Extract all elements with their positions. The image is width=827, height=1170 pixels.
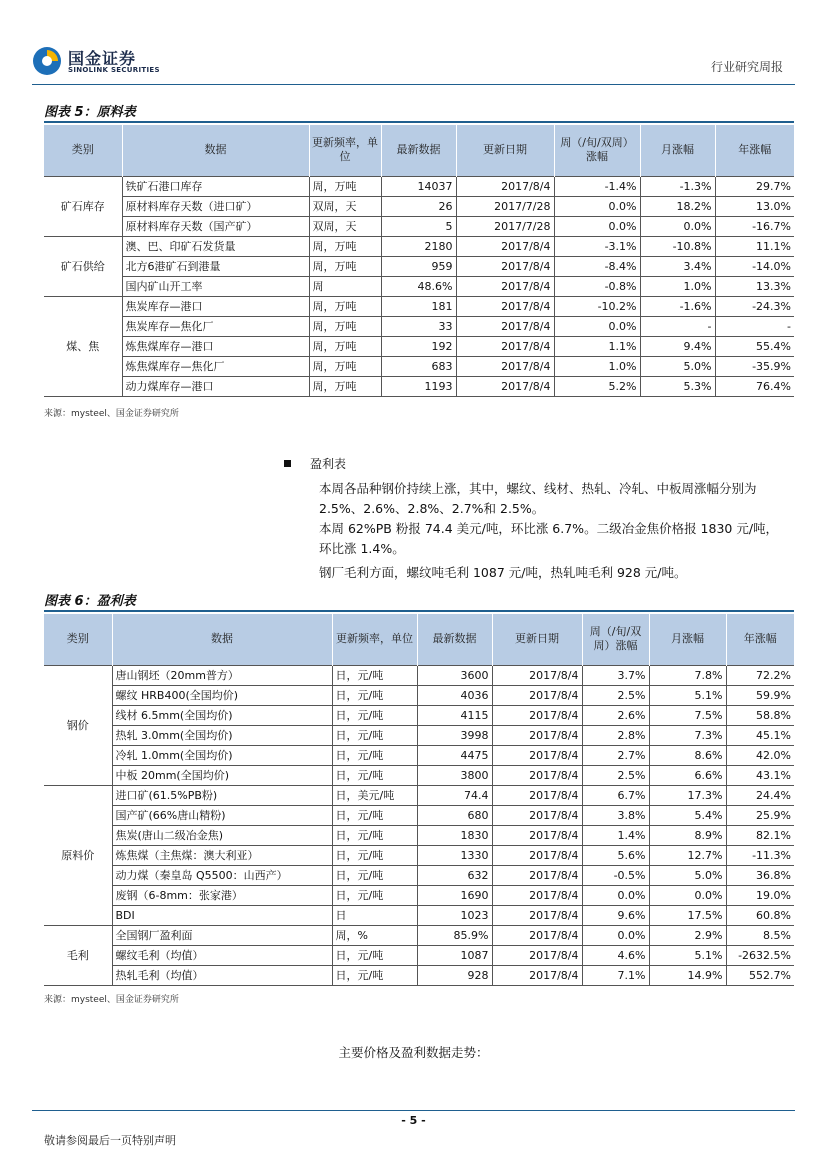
cell-month: 17.3% bbox=[649, 785, 726, 805]
cell-unit: 周 bbox=[309, 276, 381, 296]
cell-week: 7.1% bbox=[582, 965, 649, 985]
cell-year: 552.7% bbox=[726, 965, 794, 985]
category-cell: 毛利 bbox=[44, 925, 112, 985]
cell-year: 24.4% bbox=[726, 785, 794, 805]
column-header: 最新数据 bbox=[417, 614, 492, 665]
cell-latest: 1830 bbox=[417, 825, 492, 845]
table-row bbox=[44, 376, 794, 396]
cell-unit: 周，万吨 bbox=[309, 356, 381, 376]
cell-name: 废钢（6-8mm：张家港） bbox=[112, 885, 332, 905]
cell-date: 2017/8/4 bbox=[456, 356, 554, 376]
cell-week: 6.7% bbox=[582, 785, 649, 805]
table-row bbox=[44, 196, 794, 216]
cell-month: 5.1% bbox=[649, 685, 726, 705]
column-header: 数据 bbox=[122, 125, 309, 176]
cell-date: 2017/8/4 bbox=[492, 685, 582, 705]
cell-week: 2.6% bbox=[582, 705, 649, 725]
cell-week: 2.5% bbox=[582, 765, 649, 785]
cell-year: 29.7% bbox=[715, 176, 794, 196]
cell-latest: 3800 bbox=[417, 765, 492, 785]
table-row bbox=[44, 256, 794, 276]
table-row bbox=[44, 685, 794, 705]
cell-unit: 日，元/吨 bbox=[332, 665, 417, 685]
cell-unit: 周，% bbox=[332, 925, 417, 945]
cell-year: 13.0% bbox=[715, 196, 794, 216]
cell-week: 2.7% bbox=[582, 745, 649, 765]
cell-date: 2017/8/4 bbox=[492, 825, 582, 845]
cell-latest: 192 bbox=[381, 336, 456, 356]
cell-latest: 959 bbox=[381, 256, 456, 276]
cell-month: 7.8% bbox=[649, 665, 726, 685]
cell-week: 0.0% bbox=[554, 316, 640, 336]
cell-year: 55.4% bbox=[715, 336, 794, 356]
table-row bbox=[44, 296, 794, 316]
cell-month: 5.0% bbox=[640, 356, 715, 376]
paragraph-margin: 钢厂毛利方面，螺纹吨毛利 1087 元/吨，热轧吨毛利 928 元/吨。 bbox=[319, 565, 687, 580]
cell-year: 72.2% bbox=[726, 665, 794, 685]
cell-latest: 14037 bbox=[381, 176, 456, 196]
cell-month: 6.6% bbox=[649, 765, 726, 785]
cell-latest: 4475 bbox=[417, 745, 492, 765]
cell-date: 2017/7/28 bbox=[456, 216, 554, 236]
cell-date: 2017/8/4 bbox=[492, 705, 582, 725]
cell-unit: 日，元/吨 bbox=[332, 805, 417, 825]
column-header: 周（/旬/双周）涨幅 bbox=[582, 614, 649, 665]
cell-latest: 1193 bbox=[381, 376, 456, 396]
cell-year: - bbox=[715, 316, 794, 336]
cell-month: -1.3% bbox=[640, 176, 715, 196]
cell-week: -0.8% bbox=[554, 276, 640, 296]
cell-latest: 4036 bbox=[417, 685, 492, 705]
cell-unit: 日 bbox=[332, 905, 417, 925]
cell-name: 冷轧 1.0mm(全国均价) bbox=[112, 745, 332, 765]
cell-name: 澳、巴、印矿石发货量 bbox=[122, 236, 309, 256]
cell-latest: 85.9% bbox=[417, 925, 492, 945]
cell-latest: 632 bbox=[417, 865, 492, 885]
cell-week: 0.0% bbox=[554, 196, 640, 216]
column-header: 类别 bbox=[44, 614, 112, 665]
category-cell: 矿石供给 bbox=[44, 236, 122, 296]
cell-latest: 2180 bbox=[381, 236, 456, 256]
cell-month: 0.0% bbox=[649, 885, 726, 905]
table-row bbox=[44, 705, 794, 725]
cell-date: 2017/8/4 bbox=[456, 316, 554, 336]
cell-month: 5.3% bbox=[640, 376, 715, 396]
table-row bbox=[44, 236, 794, 256]
cell-year: 82.1% bbox=[726, 825, 794, 845]
cell-name: 炼焦煤（主焦煤：澳大利亚） bbox=[112, 845, 332, 865]
cell-date: 2017/8/4 bbox=[492, 885, 582, 905]
cell-date: 2017/7/28 bbox=[456, 196, 554, 216]
cell-date: 2017/8/4 bbox=[492, 865, 582, 885]
cell-name: 螺纹 HRB400(全国均价) bbox=[112, 685, 332, 705]
table-row bbox=[44, 276, 794, 296]
cell-name: 国内矿山开工率 bbox=[122, 276, 309, 296]
cell-unit: 周，万吨 bbox=[309, 176, 381, 196]
cell-unit: 周，万吨 bbox=[309, 256, 381, 276]
cell-latest: 680 bbox=[417, 805, 492, 825]
cell-date: 2017/8/4 bbox=[456, 176, 554, 196]
cell-unit: 日，元/吨 bbox=[332, 725, 417, 745]
table-row bbox=[44, 765, 794, 785]
table-row bbox=[44, 316, 794, 336]
cell-name: 螺纹毛利（均值） bbox=[112, 945, 332, 965]
raw-material-table bbox=[44, 125, 794, 397]
cell-name: 中板 20mm(全国均价) bbox=[112, 765, 332, 785]
cell-month: 18.2% bbox=[640, 196, 715, 216]
category-cell: 矿石库存 bbox=[44, 176, 122, 236]
cell-name: 炼焦煤库存—焦化厂 bbox=[122, 356, 309, 376]
cell-week: 0.0% bbox=[582, 925, 649, 945]
cell-name: 原材料库存天数（进口矿） bbox=[122, 196, 309, 216]
cell-month: 12.7% bbox=[649, 845, 726, 865]
column-header: 月涨幅 bbox=[640, 125, 715, 176]
cell-date: 2017/8/4 bbox=[456, 376, 554, 396]
cell-unit: 双周，天 bbox=[309, 196, 381, 216]
cell-latest: 1023 bbox=[417, 905, 492, 925]
sinolink-logo-icon bbox=[32, 46, 62, 76]
cell-unit: 日，元/吨 bbox=[332, 825, 417, 845]
table6-title: 图表 6：盈利表 bbox=[44, 594, 136, 609]
table-row bbox=[44, 805, 794, 825]
cell-unit: 周，万吨 bbox=[309, 316, 381, 336]
cell-name: 焦炭库存—港口 bbox=[122, 296, 309, 316]
cell-year: 42.0% bbox=[726, 745, 794, 765]
cell-latest: 74.4 bbox=[417, 785, 492, 805]
cell-date: 2017/8/4 bbox=[456, 276, 554, 296]
cell-week: 1.1% bbox=[554, 336, 640, 356]
table6-title-rule bbox=[44, 610, 794, 612]
column-header: 周（/旬/双周）涨幅 bbox=[554, 125, 640, 176]
table-row bbox=[44, 905, 794, 925]
table-row bbox=[44, 845, 794, 865]
column-header: 年涨幅 bbox=[726, 614, 794, 665]
cell-name: 动力煤库存—港口 bbox=[122, 376, 309, 396]
category-cell: 钢价 bbox=[44, 665, 112, 785]
table-row bbox=[44, 665, 794, 685]
cell-name: 焦炭(唐山二级冶金焦) bbox=[112, 825, 332, 845]
cell-date: 2017/8/4 bbox=[456, 256, 554, 276]
cell-month: 14.9% bbox=[649, 965, 726, 985]
table-row bbox=[44, 965, 794, 985]
table5-source: 来源：mysteel、国金证券研究所 bbox=[44, 409, 179, 419]
cell-name: 炼焦煤库存—港口 bbox=[122, 336, 309, 356]
cell-name: 热轧毛利（均值） bbox=[112, 965, 332, 985]
cell-date: 2017/8/4 bbox=[456, 236, 554, 256]
cell-unit: 日，元/吨 bbox=[332, 745, 417, 765]
cell-unit: 日，元/吨 bbox=[332, 865, 417, 885]
cell-week: -0.5% bbox=[582, 865, 649, 885]
cell-week: -8.4% bbox=[554, 256, 640, 276]
cell-year: -35.9% bbox=[715, 356, 794, 376]
brand-name-cn: 国金证券 bbox=[68, 49, 137, 68]
cell-week: -10.2% bbox=[554, 296, 640, 316]
cell-name: 线材 6.5mm(全国均价) bbox=[112, 705, 332, 725]
column-header: 数据 bbox=[112, 614, 332, 665]
cell-date: 2017/8/4 bbox=[492, 725, 582, 745]
cell-week: 5.2% bbox=[554, 376, 640, 396]
cell-year: 8.5% bbox=[726, 925, 794, 945]
cell-month: 5.0% bbox=[649, 865, 726, 885]
table-row bbox=[44, 176, 794, 196]
cell-month: 1.0% bbox=[640, 276, 715, 296]
cell-date: 2017/8/4 bbox=[492, 745, 582, 765]
cell-month: 9.4% bbox=[640, 336, 715, 356]
cell-name: 铁矿石港口库存 bbox=[122, 176, 309, 196]
cell-name: 热轧 3.0mm(全国均价) bbox=[112, 725, 332, 745]
cell-date: 2017/8/4 bbox=[492, 905, 582, 925]
column-header: 更新频率，单位 bbox=[309, 125, 381, 176]
cell-latest: 3600 bbox=[417, 665, 492, 685]
column-header: 月涨幅 bbox=[649, 614, 726, 665]
cell-month: 8.9% bbox=[649, 825, 726, 845]
cell-unit: 日，美元/吨 bbox=[332, 785, 417, 805]
table-row bbox=[44, 885, 794, 905]
cell-week: -1.4% bbox=[554, 176, 640, 196]
cell-name: 唐山钢坯（20mm普方） bbox=[112, 665, 332, 685]
cell-unit: 日，元/吨 bbox=[332, 705, 417, 725]
cell-name: BDI bbox=[112, 905, 332, 925]
cell-latest: 683 bbox=[381, 356, 456, 376]
cell-month: 7.3% bbox=[649, 725, 726, 745]
column-header: 更新日期 bbox=[456, 125, 554, 176]
cell-unit: 周，万吨 bbox=[309, 296, 381, 316]
table-row bbox=[44, 745, 794, 765]
cell-unit: 周，万吨 bbox=[309, 236, 381, 256]
category-cell: 煤、焦 bbox=[44, 296, 122, 396]
brand-name-en: SINOLINK SECURITIES bbox=[68, 66, 160, 74]
cell-latest: 33 bbox=[381, 316, 456, 336]
cell-year: -16.7% bbox=[715, 216, 794, 236]
cell-latest: 26 bbox=[381, 196, 456, 216]
cell-unit: 日，元/吨 bbox=[332, 685, 417, 705]
cell-week: 2.8% bbox=[582, 725, 649, 745]
column-header: 更新频率，单位 bbox=[332, 614, 417, 665]
cell-month: -10.8% bbox=[640, 236, 715, 256]
bullet-square-icon bbox=[284, 460, 291, 467]
cell-date: 2017/8/4 bbox=[492, 765, 582, 785]
profit-table bbox=[44, 614, 794, 986]
cell-unit: 双周，天 bbox=[309, 216, 381, 236]
cell-month: -1.6% bbox=[640, 296, 715, 316]
cell-unit: 周，万吨 bbox=[309, 376, 381, 396]
cell-latest: 181 bbox=[381, 296, 456, 316]
cell-month: - bbox=[640, 316, 715, 336]
cell-week: -3.1% bbox=[554, 236, 640, 256]
cell-latest: 1330 bbox=[417, 845, 492, 865]
cell-date: 2017/8/4 bbox=[456, 336, 554, 356]
table-row bbox=[44, 725, 794, 745]
table6-source: 来源：mysteel、国金证券研究所 bbox=[44, 995, 179, 1005]
cell-month: 2.9% bbox=[649, 925, 726, 945]
cell-name: 动力煤（秦皇岛 Q5500：山西产） bbox=[112, 865, 332, 885]
page-number: - 5 - bbox=[401, 1114, 426, 1127]
cell-week: 9.6% bbox=[582, 905, 649, 925]
table-header-row bbox=[44, 614, 794, 665]
cell-latest: 928 bbox=[417, 965, 492, 985]
cell-unit: 日，元/吨 bbox=[332, 885, 417, 905]
cell-year: 60.8% bbox=[726, 905, 794, 925]
cell-latest: 4115 bbox=[417, 705, 492, 725]
cell-year: 58.8% bbox=[726, 705, 794, 725]
report-type: 行业研究周报 bbox=[710, 60, 783, 74]
cell-year: 59.9% bbox=[726, 685, 794, 705]
column-header: 最新数据 bbox=[381, 125, 456, 176]
cell-year: 19.0% bbox=[726, 885, 794, 905]
cell-week: 5.6% bbox=[582, 845, 649, 865]
cell-name: 原材料库存天数（国产矿） bbox=[122, 216, 309, 236]
cell-latest: 48.6% bbox=[381, 276, 456, 296]
cell-week: 1.4% bbox=[582, 825, 649, 845]
cell-week: 0.0% bbox=[582, 885, 649, 905]
cell-year: -14.0% bbox=[715, 256, 794, 276]
cell-date: 2017/8/4 bbox=[492, 805, 582, 825]
cell-year: 11.1% bbox=[715, 236, 794, 256]
cell-week: 2.5% bbox=[582, 685, 649, 705]
cell-month: 17.5% bbox=[649, 905, 726, 925]
cell-year: 36.8% bbox=[726, 865, 794, 885]
cell-date: 2017/8/4 bbox=[492, 925, 582, 945]
cell-unit: 日，元/吨 bbox=[332, 965, 417, 985]
cell-month: 5.4% bbox=[649, 805, 726, 825]
cell-month: 0.0% bbox=[640, 216, 715, 236]
table-row bbox=[44, 216, 794, 236]
table-row bbox=[44, 865, 794, 885]
paragraph-raw-material: 本周 62%PB 粉报 74.4 美元/吨，环比涨 6.7%。二级冶金焦价格报 1830 元/吨，环比涨 1.4%。 bbox=[319, 521, 779, 556]
cell-month: 3.4% bbox=[640, 256, 715, 276]
cell-week: 3.8% bbox=[582, 805, 649, 825]
cell-year: 25.9% bbox=[726, 805, 794, 825]
column-header: 年涨幅 bbox=[715, 125, 794, 176]
table5-title: 图表 5：原料表 bbox=[44, 105, 136, 120]
cell-latest: 5 bbox=[381, 216, 456, 236]
cell-year: -2632.5% bbox=[726, 945, 794, 965]
table-row bbox=[44, 785, 794, 805]
cell-latest: 3998 bbox=[417, 725, 492, 745]
cell-date: 2017/8/4 bbox=[492, 945, 582, 965]
cell-unit: 周，万吨 bbox=[309, 336, 381, 356]
cell-name: 北方6港矿石到港量 bbox=[122, 256, 309, 276]
cell-date: 2017/8/4 bbox=[492, 965, 582, 985]
cell-date: 2017/8/4 bbox=[456, 296, 554, 316]
cell-week: 1.0% bbox=[554, 356, 640, 376]
cell-unit: 日，元/吨 bbox=[332, 765, 417, 785]
cell-year: 43.1% bbox=[726, 765, 794, 785]
column-header: 更新日期 bbox=[492, 614, 582, 665]
cell-month: 8.6% bbox=[649, 745, 726, 765]
cell-year: 13.3% bbox=[715, 276, 794, 296]
cell-date: 2017/8/4 bbox=[492, 845, 582, 865]
cell-latest: 1087 bbox=[417, 945, 492, 965]
cell-year: 45.1% bbox=[726, 725, 794, 745]
cell-latest: 1690 bbox=[417, 885, 492, 905]
cell-month: 7.5% bbox=[649, 705, 726, 725]
category-cell: 原料价 bbox=[44, 785, 112, 925]
cell-name: 全国钢厂盈利面 bbox=[112, 925, 332, 945]
section-title: 盈利表 bbox=[310, 457, 347, 471]
table-row bbox=[44, 945, 794, 965]
cell-month: 5.1% bbox=[649, 945, 726, 965]
cell-date: 2017/8/4 bbox=[492, 785, 582, 805]
cell-year: 76.4% bbox=[715, 376, 794, 396]
table-header-row bbox=[44, 125, 794, 176]
cell-unit: 日，元/吨 bbox=[332, 945, 417, 965]
cell-unit: 日，元/吨 bbox=[332, 845, 417, 865]
table-row bbox=[44, 336, 794, 356]
table-row bbox=[44, 356, 794, 376]
column-header: 类别 bbox=[44, 125, 122, 176]
cell-week: 4.6% bbox=[582, 945, 649, 965]
cell-date: 2017/8/4 bbox=[492, 665, 582, 685]
table-row bbox=[44, 825, 794, 845]
header-divider bbox=[32, 84, 795, 85]
cell-year: -24.3% bbox=[715, 296, 794, 316]
chart-intro: 主要价格及盈利数据走势： bbox=[338, 1045, 489, 1060]
cell-name: 焦炭库存—焦化厂 bbox=[122, 316, 309, 336]
footer-divider bbox=[32, 1110, 795, 1111]
cell-year: -11.3% bbox=[726, 845, 794, 865]
disclaimer: 敬请参阅最后一页特别声明 bbox=[44, 1134, 176, 1147]
cell-name: 进口矿(61.5%PB粉) bbox=[112, 785, 332, 805]
table-row bbox=[44, 925, 794, 945]
cell-week: 0.0% bbox=[554, 216, 640, 236]
cell-name: 国产矿(66%唐山精粉) bbox=[112, 805, 332, 825]
cell-week: 3.7% bbox=[582, 665, 649, 685]
paragraph-steel-price: 本周各品种钢价持续上涨，其中，螺纹、线材、热轧、冷轧、中板周涨幅分别为 2.5%、2.6%、2.8%、2.7%和 2.5%。 bbox=[319, 481, 757, 516]
table5-title-rule bbox=[44, 121, 794, 123]
